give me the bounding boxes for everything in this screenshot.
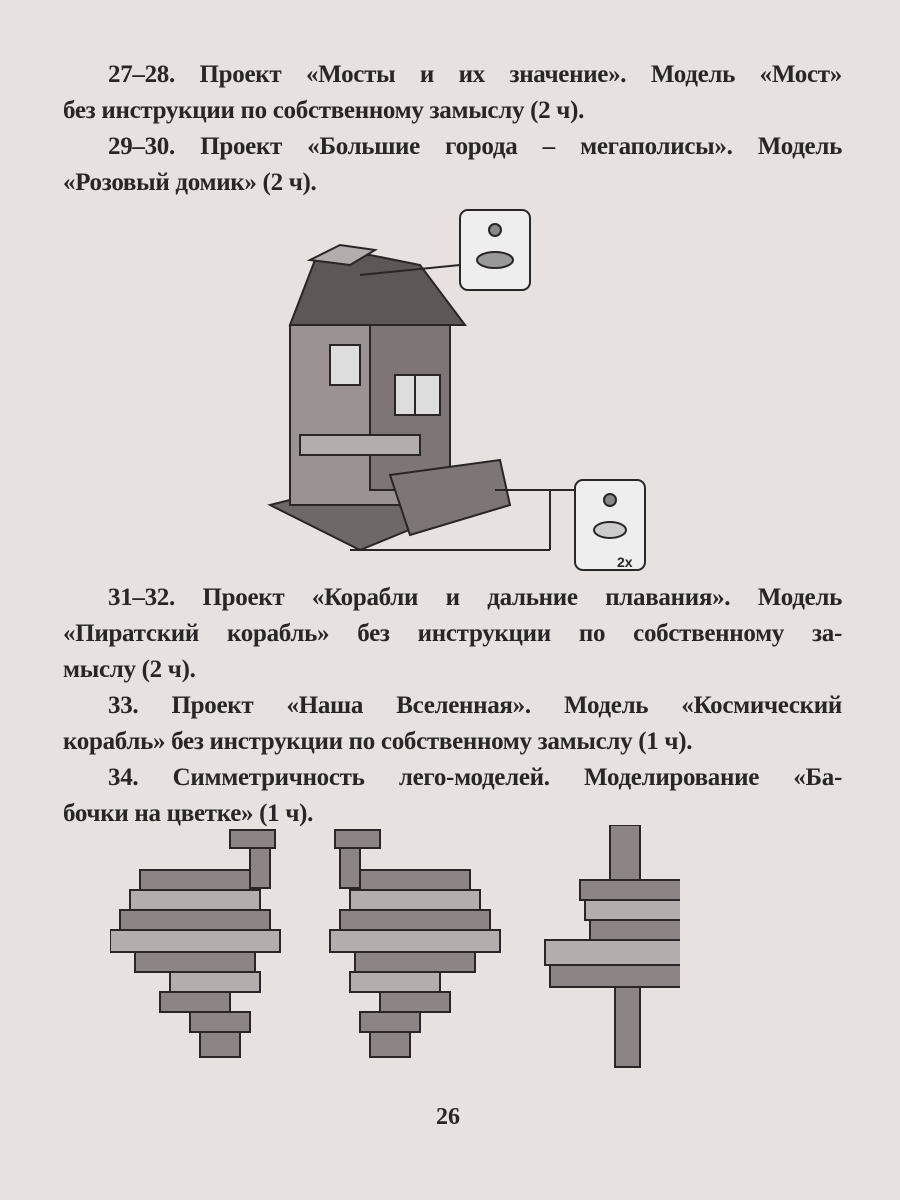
paragraph-27-28-line-1: 27–28. Проект «Мосты и их значение». Модель «Мост» (108, 61, 842, 88)
paragraph-34-line-1: 34. Симметричность лего-моделей. Моделирование «Ба- (108, 764, 842, 791)
paragraph-29-30-line-1: 29–30. Проект «Большие города – мегаполисы». Модель (108, 133, 842, 160)
butterfly-models-figure (110, 825, 680, 1085)
paragraph-29-30-line-2: «Розовый домик» (2 ч). (63, 169, 317, 196)
paragraph-33-line-2: корабль» без инструкции по собственному замыслу (1 ч). (63, 728, 693, 755)
page-number: 26 (436, 1104, 460, 1130)
paragraph-27-28-line-2: без инструкции по собственному замыслу (2 ч). (63, 97, 585, 124)
paragraph-31-32-line-3: мыслу (2 ч). (63, 656, 196, 683)
paragraph-34-line-2: бочки на цветке» (1 ч). (63, 800, 314, 827)
paragraph-33-line-1: 33. Проект «Наша Вселенная». Модель «Космический (108, 692, 842, 719)
paragraph-31-32-line-1: 31–32. Проект «Корабли и дальние плавания». Модель (108, 584, 842, 611)
paragraph-31-32-line-2: «Пиратский корабль» без инструкции по собственному за- (63, 620, 842, 647)
house-model-figure (260, 205, 660, 575)
callout-count-label: 2x (617, 554, 633, 570)
